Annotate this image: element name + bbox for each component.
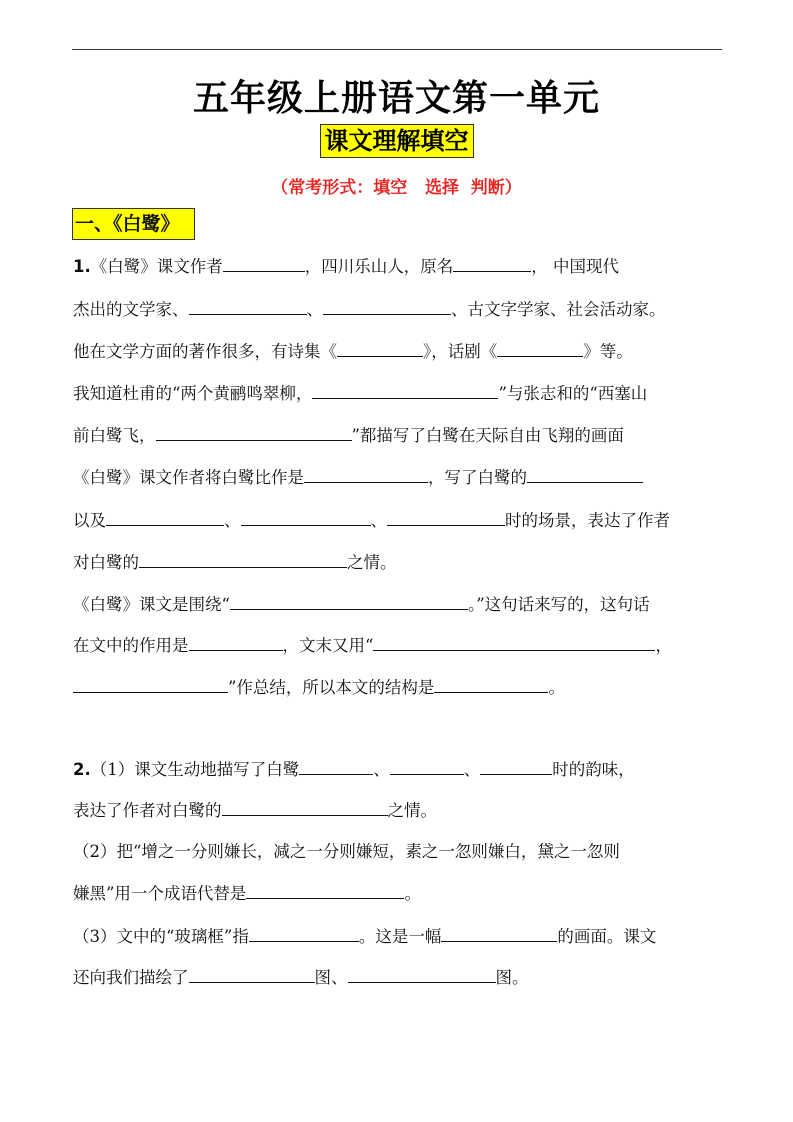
text: ”都描写了白鹭在天际自由飞翔的画面 [351,426,624,445]
blank[interactable] [223,256,305,272]
blank[interactable] [299,759,373,775]
page-title: 五年级上册语文第一单元 [192,78,600,119]
text: ，文末又用“ [282,636,374,655]
blank[interactable] [189,299,307,315]
blank[interactable] [304,467,428,483]
text: 嫌黑”用一个成语代替是 [73,884,247,903]
text: 时的场景，表达了作者 [505,511,670,530]
text: 》，话剧《 [423,342,498,361]
blank[interactable] [348,967,496,983]
text: 图、 [314,968,348,987]
blank[interactable] [312,383,498,399]
text: 。 [548,678,565,697]
q2-line-1 [73,758,635,782]
q1-line-2 [73,298,666,322]
blank[interactable] [434,677,548,693]
q2-line-3 [73,840,620,864]
q1-line-9 [73,593,650,617]
page-subtitle: 课文理解填空 [320,124,474,158]
text: 杰出的文学家、 [73,300,189,319]
blank[interactable] [323,299,451,315]
q1-line-5 [73,424,624,448]
text: 《白鹭》课文是围绕“ [73,595,230,614]
blank[interactable] [189,635,283,651]
text: 、 [306,300,323,319]
exam-format-note: （常考形式：填空 选择 判断） [271,178,522,198]
text: 前白鹭飞， [73,426,156,445]
blank[interactable] [373,635,655,651]
text: 、古文字学家、社会活动家。 [451,300,666,319]
q1-line-4 [73,382,647,406]
text: 还向我们描绘了 [73,968,189,987]
text: 。这是一幅 [358,927,442,946]
text: ，写了白鹭的 [428,468,527,487]
section-heading: 一、《白鹭》 [72,208,195,240]
blank[interactable] [106,510,224,526]
text: 以及 [73,511,106,530]
text: （1）课文生动地描写了白鹭 [90,760,300,779]
q1-line-11 [73,676,565,700]
text: 、 [224,511,241,530]
q1-line-3 [73,340,633,364]
q2-line-5 [73,925,656,949]
text: 、 [463,760,481,779]
text: 之情。 [387,801,437,820]
blank[interactable] [527,467,643,483]
text: 对白鹭的 [73,553,139,572]
text: 。”这句话来写的，这句话 [467,595,650,614]
q1-line-1 [73,255,619,279]
text: 在文中的作用是 [73,636,189,655]
text: 我知道杜甫的“两个黄鹂鸣翠柳， [73,384,313,403]
blank[interactable] [249,926,359,942]
subtitle-wrap [0,124,793,158]
text: ， [655,636,672,655]
q2-number: 2. [73,760,91,779]
text: 》等。 [583,342,633,361]
blank[interactable] [139,552,347,568]
text: （3）文中的“玻璃框”指 [73,927,249,946]
header-rule [72,49,722,50]
text: ”与张志和的“西塞山 [498,384,648,403]
q1-line-8 [73,551,397,575]
blank[interactable] [337,341,423,357]
blank[interactable] [441,926,557,942]
text: 、 [373,760,390,779]
blank[interactable] [73,677,228,693]
text: 的画面。课文 [557,927,657,946]
q1-number: 1. [73,257,91,276]
blank[interactable] [222,800,388,816]
text: 之情。 [347,553,397,572]
q1-line-7 [73,509,670,533]
q2-line-4 [73,882,421,906]
blank[interactable] [246,883,404,899]
blank[interactable] [387,510,505,526]
text: ”作总结，所以本文的结构是 [228,678,435,697]
blank[interactable] [390,759,464,775]
text: ， 中国现代 [531,257,619,276]
text: 时的韵味， [552,760,635,779]
text: 表达了作者对白鹭的 [73,801,222,820]
blank[interactable] [230,594,468,610]
blank[interactable] [497,341,583,357]
text: 。 [404,884,421,903]
text: 他在文学方面的著作很多，有诗集《 [73,342,337,361]
blank[interactable] [241,510,371,526]
blank[interactable] [156,425,352,441]
text: 《白鹭》课文作者 [90,257,223,276]
text: ，四川乐山人，原名 [304,257,454,276]
blank[interactable] [189,967,315,983]
text: 图。 [495,968,529,987]
text: （2）把“增之一分则嫌长，减之一分则嫌短，素之一忽则嫌白，黛之一忽则 [73,842,620,861]
text: 、 [370,511,387,530]
q2-line-2 [73,799,437,823]
q1-line-6 [73,466,643,490]
q1-line-10 [73,634,672,658]
blank[interactable] [453,256,531,272]
text: 《白鹭》课文作者将白鹭比作是 [73,468,304,487]
q2-line-6 [73,966,529,990]
blank[interactable] [480,759,552,775]
